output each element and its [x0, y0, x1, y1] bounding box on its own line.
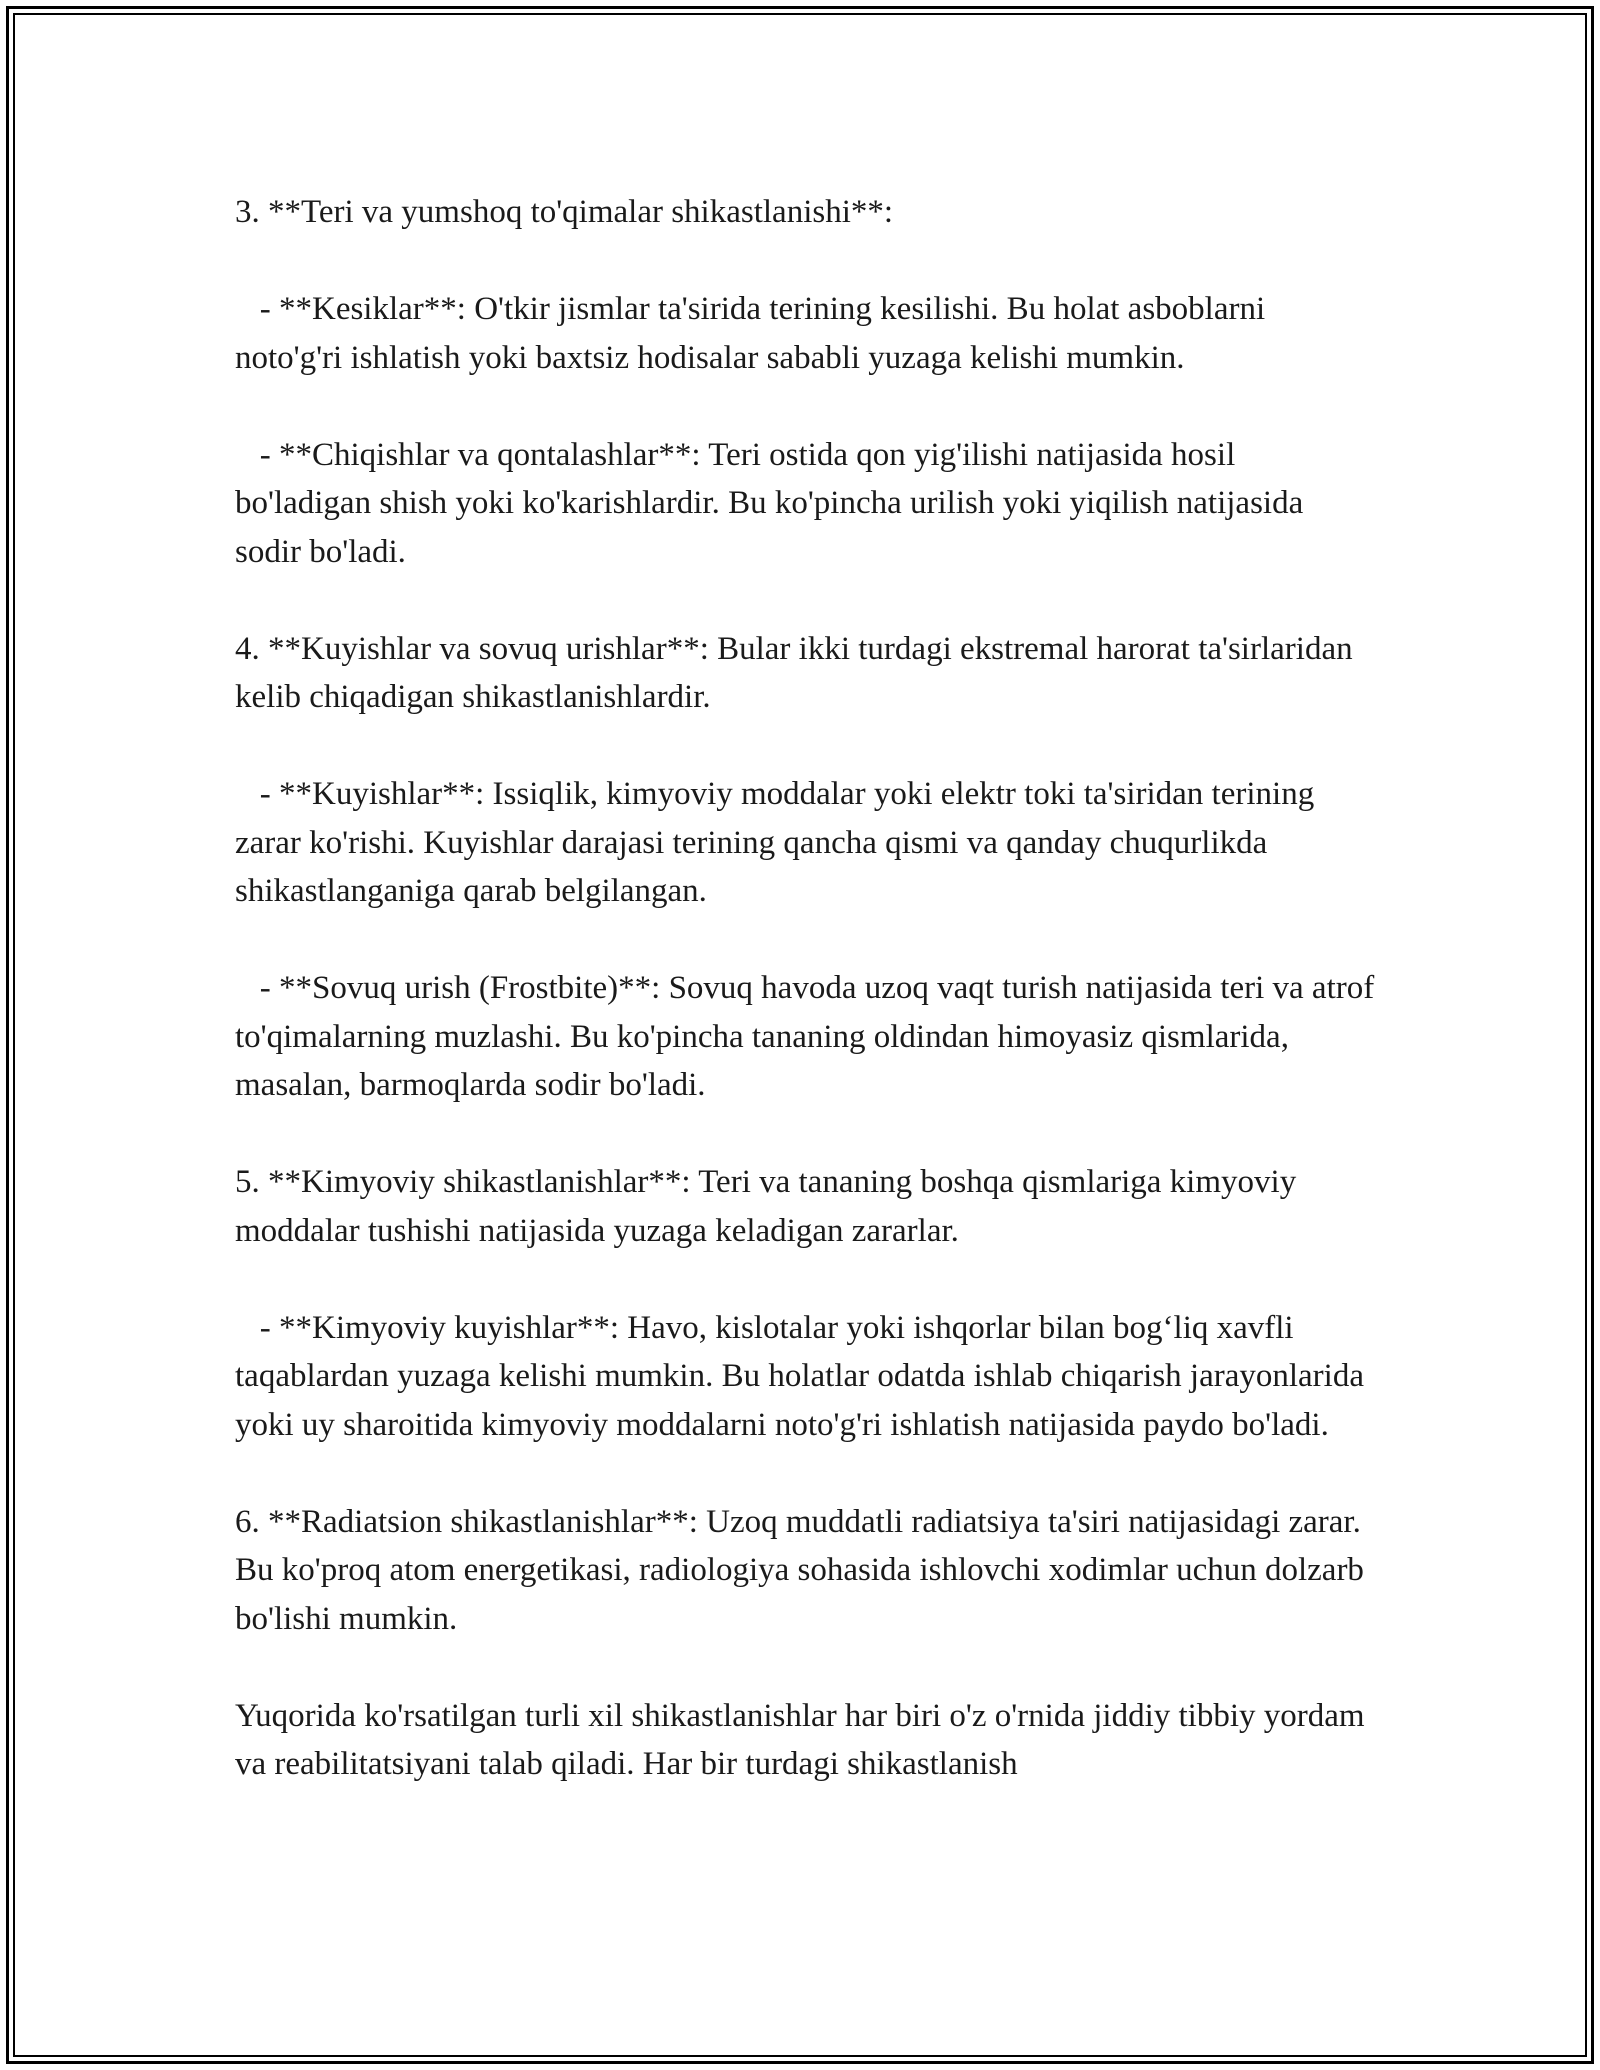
paragraph-chiqishlar: - **Chiqishlar va qontalashlar**: Teri ostida qon yig'ilishi natijasida hosil bo'ladigan shish yoki ko'karishlardir. Bu ko'pincha urilish yoki yiqilish natijasida sodir bo'ladi.	[235, 436, 1312, 570]
paragraph-kesiklar: - **Kesiklar**: O'tkir jismlar ta'sirida terining kesilishi. Bu holat asboblarni noto'g'ri ishlatish yoki baxtsiz hodisalar sababli yuzaga kelishi mumkin.	[235, 291, 1274, 376]
paragraph-item-6-heading: 6. **Radiatsion shikastlanishlar**: Uzoq muddatli radiatsiya ta'siri natijasidagi zarar. Bu ko'proq atom energetikasi, radiologiya sohasida ishlovchi xodimlar uchun dolzarb bo'lishi mumkin.	[235, 1503, 1373, 1637]
paragraph-kimyoviy-kuyishlar: - **Kimyoviy kuyishlar**: Havo, kislotalar yoki ishqorlar bilan bog‘liq xavfli taqablardan yuzaga kelishi mumkin. Bu holatlar odatda ishlab chiqarish jarayonlarida yoki uy sharoitida kimyoviy moddalarni noto'g'ri ishlatish natijasida paydo bo'ladi.	[235, 1309, 1373, 1443]
paragraph-kuyishlar: - **Kuyishlar**: Issiqlik, kimyoviy moddalar yoki elektr toki ta'siridan terining zarar ko'rishi. Kuyishlar darajasi terining qancha qismi va qanday chuqurlikda shikastlanganiga qarab belgilangan.	[235, 776, 1323, 909]
paragraph-item-3-heading: 3. **Teri va yumshoq to'qimalar shikastlanishi**:	[235, 194, 894, 230]
paragraph-conclusion: Yuqorida ko'rsatilgan turli xil shikastlanishlar har biri o'z o'rnida jiddiy tibbiy yordam va reabilitatsiyani talab qiladi. Har bir turdagi shikastlanish	[235, 1697, 1373, 1782]
paragraph-item-4-heading: 4. **Kuyishlar va sovuq urishlar**: Bular ikki turdagi ekstremal harorat ta'sirlaridan kelib chiqadigan shikastlanishlardir.	[235, 630, 1361, 715]
paragraph-sovuq-urish: - **Sovuq urish (Frostbite)**: Sovuq havoda uzoq vaqt turish natijasida teri va atrof to'qimalarning muzlashi. Bu ko'pincha tananing oldindan himoyasiz qismlarida, masalan, barmoqlarda sodir bo'ladi.	[235, 970, 1383, 1103]
paragraph-item-5-heading: 5. **Kimyoviy shikastlanishlar**: Teri va tananing boshqa qismlariga kimyoviy moddalar tushishi natijasida yuzaga keladigan zararlar.	[235, 1164, 1305, 1249]
document-body	[235, 188, 1383, 1789]
